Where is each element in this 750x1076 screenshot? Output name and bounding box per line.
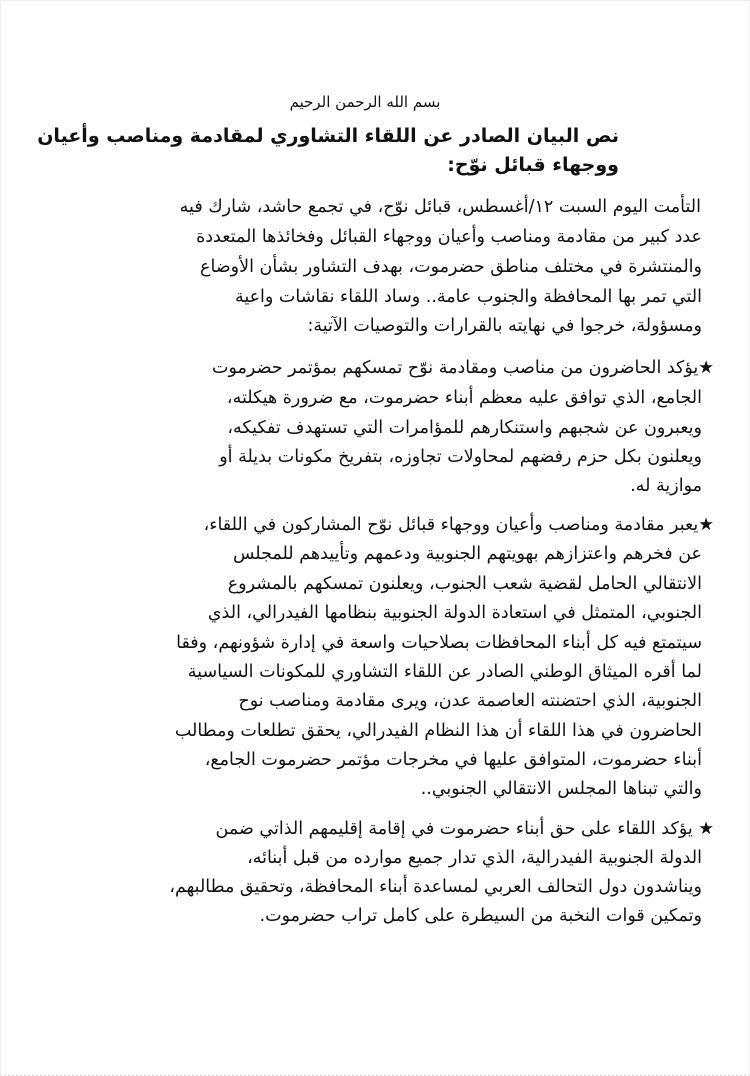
point-line: ويعلنون بكل حزم رفضهم لمحاولات تجاوزه، بتفريخ مكونات بديلة أو	[219, 447, 702, 467]
star-bullet-icon: ★	[698, 358, 714, 378]
intro-line: ومسؤولة، خرجوا في نهايته بالقرارات والتوصيات الآتية:	[307, 316, 702, 336]
point-text: يعبر مقادمة ومناصب وأعيان ووجهاء قبائل نوّح المشاركون في اللقاء،	[203, 515, 699, 535]
basmala-heading: بسم الله الرحمن الرحيم	[289, 93, 441, 111]
point-line: الجنوبي، المتمثل في استعادة الدولة الجنوبية بنظامها الفيدرالي، الذي	[207, 603, 702, 623]
point-line: موازية له.	[630, 476, 702, 496]
intro-line: التأمت اليوم السبت ١٢/أغسطس، قبائل نوّح، في تجمع حاشد، شارك فيه	[179, 197, 701, 217]
point-line: الجنوبية، الذي احتضنته العاصمة عدن، ويرى مقادمة ومناصب نوح	[238, 691, 702, 711]
point-text: يؤكد اللقاء على حق أبناء حضرموت في إقامة إقليمهم الذاتي ضمن	[215, 819, 699, 839]
star-bullet-icon: ★	[698, 819, 714, 839]
point-line: الحاضرون في هذا اللقاء أن هذا النظام الفيدرالي، يحقق تطلعات ومطالب	[174, 721, 702, 741]
intro-line: عدد كبير من مقادمة ومناصب وأعيان ووجهاء القبائل وفخائذها المتعددة	[196, 227, 702, 247]
point-line: وتمكين قوات النخبة من السيطرة على كامل تراب حضرموت.	[259, 906, 702, 926]
point-line	[212, 358, 714, 378]
point-line: سيتمتع فيه كل أبناء المحافظات بصلاحيات واسعة في إدارة شؤونهم، وفقا	[176, 633, 702, 653]
intro-line: التي تمر بها المحافظة والجنوب عامة.. وساد اللقاء نقاشات واعية	[234, 287, 702, 307]
point-line: الدولة الجنوبية الفيدرالية، الذي تدار جميع موارده من قبل أبنائه،	[247, 848, 702, 868]
point-line	[216, 819, 714, 839]
statement-title-line-2: ووجهاء قبائل نوّح:	[447, 154, 619, 176]
point-line: والتي تبناها المجلس الانتقالي الجنوبي..	[420, 779, 702, 799]
point-line: عن فخرهم واعتزازهم بهويتهم الجنوبية ودعمهم وتأييدهم للمجلس	[233, 544, 702, 564]
intro-line: والمنتشرة في مختلف مناطق حضرموت، بهدف التشاور بشأن الأوضاع	[200, 257, 702, 277]
point-line: ويناشدون دول التحالف العربي لمساعدة أبناء المحافظة، وتحقيق مطالبهم،	[169, 877, 702, 897]
point-line: لما أقره الميثاق الوطني الصادر عن اللقاء التشاوري للمكونات السياسية	[187, 662, 702, 682]
point-line: الجامع، الذي توافق عليه معظم أبناء حضرموت، مع ضرورة هيكلته،	[226, 388, 702, 408]
statement-title-line-1: نص البيان الصادر عن اللقاء التشاوري لمقادمة ومناصب وأعيان	[37, 125, 619, 147]
point-text: يؤكد الحاضرون من مناصب ومقادمة نوّح تمسكهم بمؤتمر حضرموت	[212, 358, 699, 378]
point-line: أبناء حضرموت، المتوافق عليها في مخرجات مؤتمر حضرموت الجامع،	[204, 750, 702, 770]
point-line	[204, 515, 714, 535]
point-line: ويعبرون عن شجبهم واستنكارهم للمؤامرات التي تستهدف تفكيكه،	[227, 418, 702, 438]
star-bullet-icon: ★	[698, 515, 714, 535]
point-line: الانتقالي الحامل لقضية شعب الجنوب، ويعلنون تمسكهم بالمشروع	[227, 574, 702, 594]
